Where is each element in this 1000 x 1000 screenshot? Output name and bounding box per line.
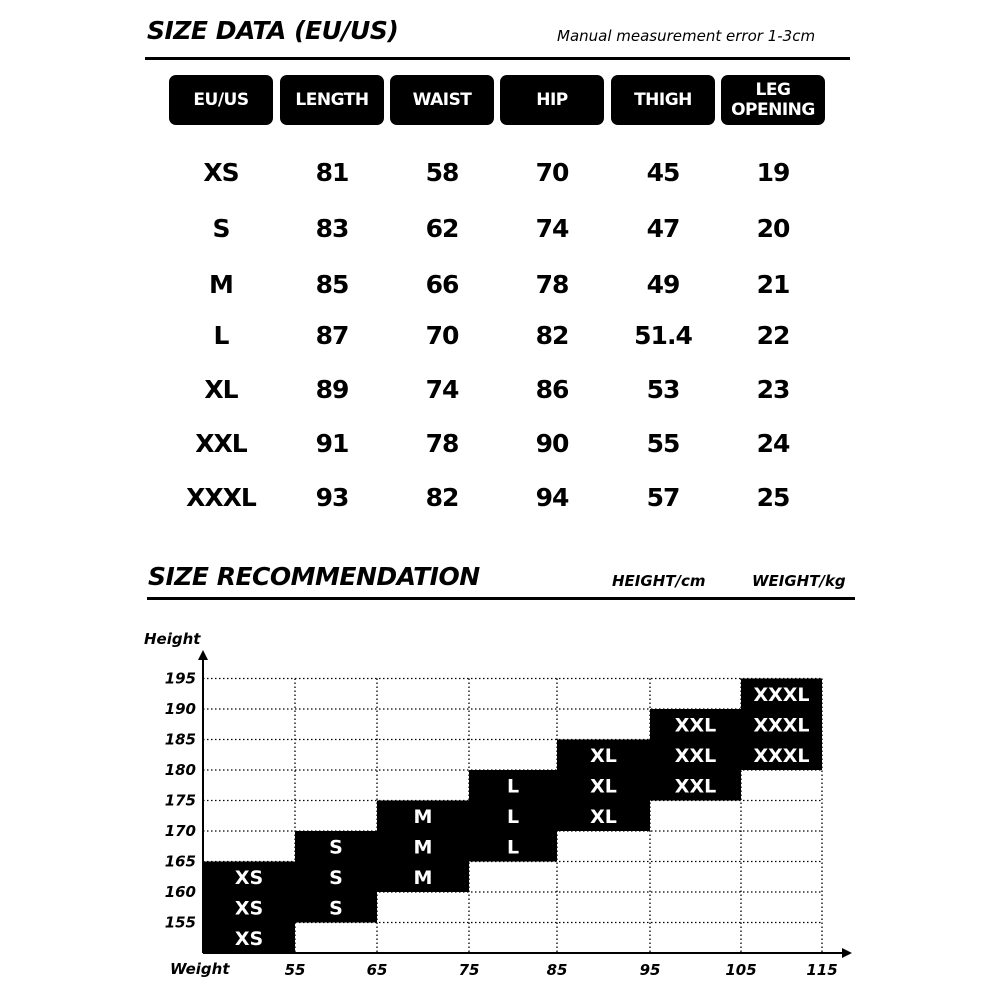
size-cell-label: M [413,805,433,828]
measurement-cell: 24 [756,429,790,458]
y-tick-label: 175 [164,791,196,810]
size-cell-label: L [506,836,520,859]
measurement-cell: 53 [646,375,680,404]
measurement-cell: 62 [425,214,459,243]
x-axis-label: Weight [170,960,230,978]
size-cell-label: XXL [674,744,717,767]
measurement-note: Manual measurement error 1-3cm [557,27,816,45]
size-cell-label: XXL [674,775,717,798]
measurement-cell: 23 [756,375,790,404]
measurement-cell: 25 [756,483,790,512]
x-axis-arrow [842,948,852,958]
x-tick-label: 85 [546,961,568,979]
measurement-cell: 70 [535,158,569,187]
size-label-cell: L [213,321,229,350]
measurement-cell: 55 [646,429,680,458]
measurement-cell: 78 [425,429,459,458]
size-cell-label: M [413,836,433,859]
y-tick-label: 190 [164,700,196,718]
size-cell-label: XS [234,866,264,889]
x-tick-label: 55 [284,961,306,979]
size-cell-label: S [329,897,343,920]
size-cell-label: XL [590,775,617,798]
size-label-cell: XXL [195,429,247,458]
size-cell-label: XS [234,927,264,950]
y-tick-label: 185 [164,730,196,749]
measurement-cell: 81 [315,158,349,187]
measurement-cell: 86 [535,375,569,404]
measurement-cell: 58 [425,158,459,187]
measurement-cell: 82 [425,483,459,512]
x-tick-label: 95 [639,961,661,979]
measurement-cell: 90 [535,429,569,458]
x-tick-label: 65 [366,961,388,979]
size-cell-label: S [329,866,343,889]
measurement-cell: 21 [756,270,790,299]
size-label-cell: XL [204,375,238,404]
y-tick-label: 165 [164,852,196,871]
size-cell-label: XXXL [753,714,810,737]
size-cell-label: L [506,805,520,828]
measurement-cell: 57 [646,483,680,512]
size-cell-label: L [506,775,520,798]
column-header-label: LEG [755,80,791,100]
y-axis-arrow [198,650,208,660]
x-tick-label: 105 [725,961,757,979]
measurement-cell: 78 [535,270,569,299]
measurement-cell: 89 [315,375,349,404]
measurement-cell: 74 [425,375,459,404]
y-axis-label: Height [144,630,201,648]
measurement-cell: 74 [535,214,569,243]
measurement-cell: 20 [756,214,790,243]
column-header-label: THIGH [634,90,692,110]
column-header-label: EU/US [193,90,249,110]
measurement-cell: 51.4 [634,321,692,350]
measurement-cell: 19 [756,158,790,187]
size-cell-label: XL [590,805,617,828]
size-recommendation-title: SIZE RECOMMENDATION [148,562,480,591]
column-header-label: WAIST [412,90,472,110]
x-tick-label: 115 [806,961,838,979]
size-cell-label: M [413,866,433,889]
measurement-cell: 49 [646,270,680,299]
size-cell-label: S [329,836,343,859]
size-label-cell: XS [203,158,239,187]
measurement-cell: 93 [315,483,349,512]
size-cell-label: XL [590,744,617,767]
measurement-cell: 87 [315,321,349,350]
measurement-cell: 66 [425,270,459,299]
column-header-label: HIP [536,90,568,110]
height-unit-label: HEIGHT/cm [612,572,706,590]
y-tick-label: 195 [164,669,196,688]
size-label-cell: S [212,214,230,243]
size-data-title: SIZE DATA (EU/US) [147,16,399,45]
measurement-cell: 85 [315,270,349,299]
size-label-cell: XXXL [186,483,256,512]
size-label-cell: M [209,270,233,299]
column-header-label: LENGTH [295,90,369,110]
measurement-cell: 70 [425,321,459,350]
measurement-cell: 94 [535,483,569,512]
size-cell-label: XXXL [753,683,810,706]
size-cell-label: XXL [674,714,717,737]
column-header-label: OPENING [731,100,815,120]
measurement-cell: 22 [756,321,790,350]
x-tick-label: 75 [458,961,480,979]
size-cell-label: XXXL [753,744,810,767]
measurement-cell: 47 [646,214,680,243]
y-tick-label: 170 [164,822,196,840]
y-tick-label: 180 [164,761,196,779]
measurement-cell: 45 [646,158,680,187]
size-cell-label: XS [234,897,264,920]
measurement-cell: 82 [535,321,569,350]
measurement-cell: 83 [315,214,349,243]
y-tick-label: 160 [164,883,196,901]
measurement-cell: 91 [315,429,349,458]
y-tick-label: 155 [164,913,196,932]
weight-unit-label: WEIGHT/kg [752,572,846,590]
